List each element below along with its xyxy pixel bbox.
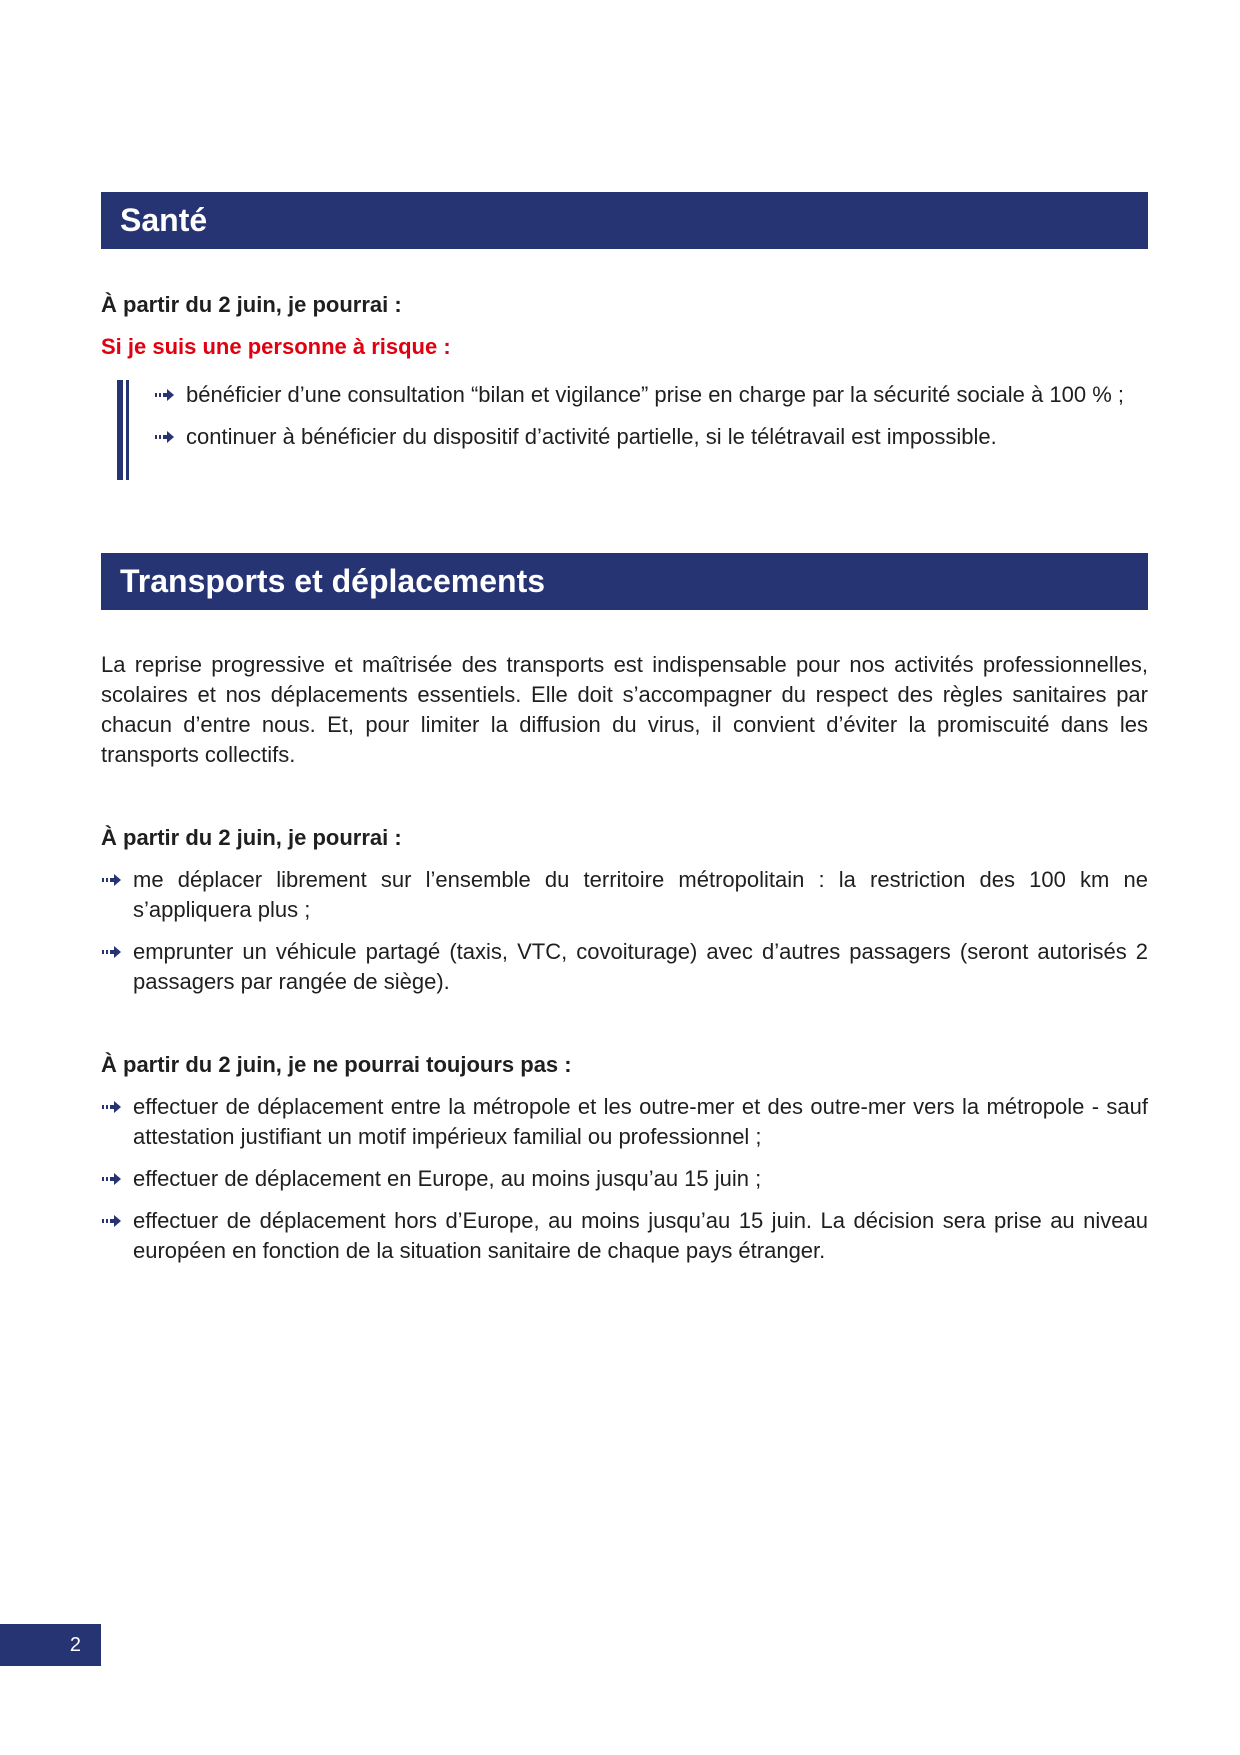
list-item-text: continuer à bénéficier du dispositif d’activité partielle, si le télétravail est impossible. (186, 424, 997, 449)
list-item (154, 422, 1148, 452)
page-number-badge (0, 1624, 101, 1666)
section-title-sante: Santé (120, 202, 208, 238)
list-item-text: effectuer de déplacement entre la métropole et les outre-mer et des outre-mer vers la métropole - sauf attestation justifiant un motif impérieux familial ou professionnel ; (133, 1094, 1148, 1149)
section-title-transports: Transports et déplacements (120, 563, 546, 599)
section-header-transports (101, 553, 1148, 610)
list-item (154, 380, 1148, 410)
transports-intro: La reprise progressive et maîtrisée des transports est indispensable pour nos activités professionnelles, scolaires et nos déplacements essentiels. Elle doit s’accompagner du respect des règles sanitaires par chacun d’entre nous. Et, pour limiter la diffusion du virus, il convient d’éviter la promiscuité dans les transports collectifs. (101, 652, 1148, 767)
section-header-sante (101, 192, 1148, 249)
list-item (101, 1206, 1148, 1266)
list-item-text: emprunter un véhicule partagé (taxis, VTC, covoiturage) avec d’autres passagers (seront autorisés 2 passagers par rangée de siège). (133, 939, 1148, 994)
list-item-text: bénéficier d’une consultation “bilan et vigilance” prise en charge par la sécurité sociale à 100 % ; (186, 382, 1124, 407)
arrow-right-icon (101, 867, 123, 893)
list-item-text: effectuer de déplacement en Europe, au moins jusqu’au 15 juin ; (133, 1166, 762, 1191)
arrow-right-icon (101, 939, 123, 965)
arrow-right-icon (101, 1166, 123, 1192)
list-item (101, 865, 1148, 925)
list-item (101, 1164, 1148, 1194)
sante-risk-label: Si je suis une personne à risque : (101, 334, 451, 359)
risk-side-bars (117, 380, 131, 480)
sante-risk-list (154, 380, 1148, 464)
list-item (101, 1092, 1148, 1152)
sante-lead: À partir du 2 juin, je pourrai : (101, 292, 402, 317)
list-item (101, 937, 1148, 997)
transports-cannot-list (101, 1092, 1148, 1278)
transports-can-list (101, 865, 1148, 1009)
arrow-right-icon (101, 1208, 123, 1234)
arrow-right-icon (154, 424, 176, 450)
page-number: 2 (69, 1633, 81, 1656)
transports-can-lead: À partir du 2 juin, je pourrai : (101, 825, 402, 850)
arrow-right-icon (154, 382, 176, 408)
arrow-right-icon (101, 1094, 123, 1120)
list-item-text: effectuer de déplacement hors d’Europe, au moins jusqu’au 15 juin. La décision sera prise au niveau européen en fonction de la situation sanitaire de chaque pays étranger. (133, 1208, 1148, 1263)
list-item-text: me déplacer librement sur l’ensemble du territoire métropolitain : la restriction des 100 km ne s’appliquera plus ; (133, 867, 1148, 922)
transports-cannot-lead: À partir du 2 juin, je ne pourrai toujours pas : (101, 1052, 572, 1077)
